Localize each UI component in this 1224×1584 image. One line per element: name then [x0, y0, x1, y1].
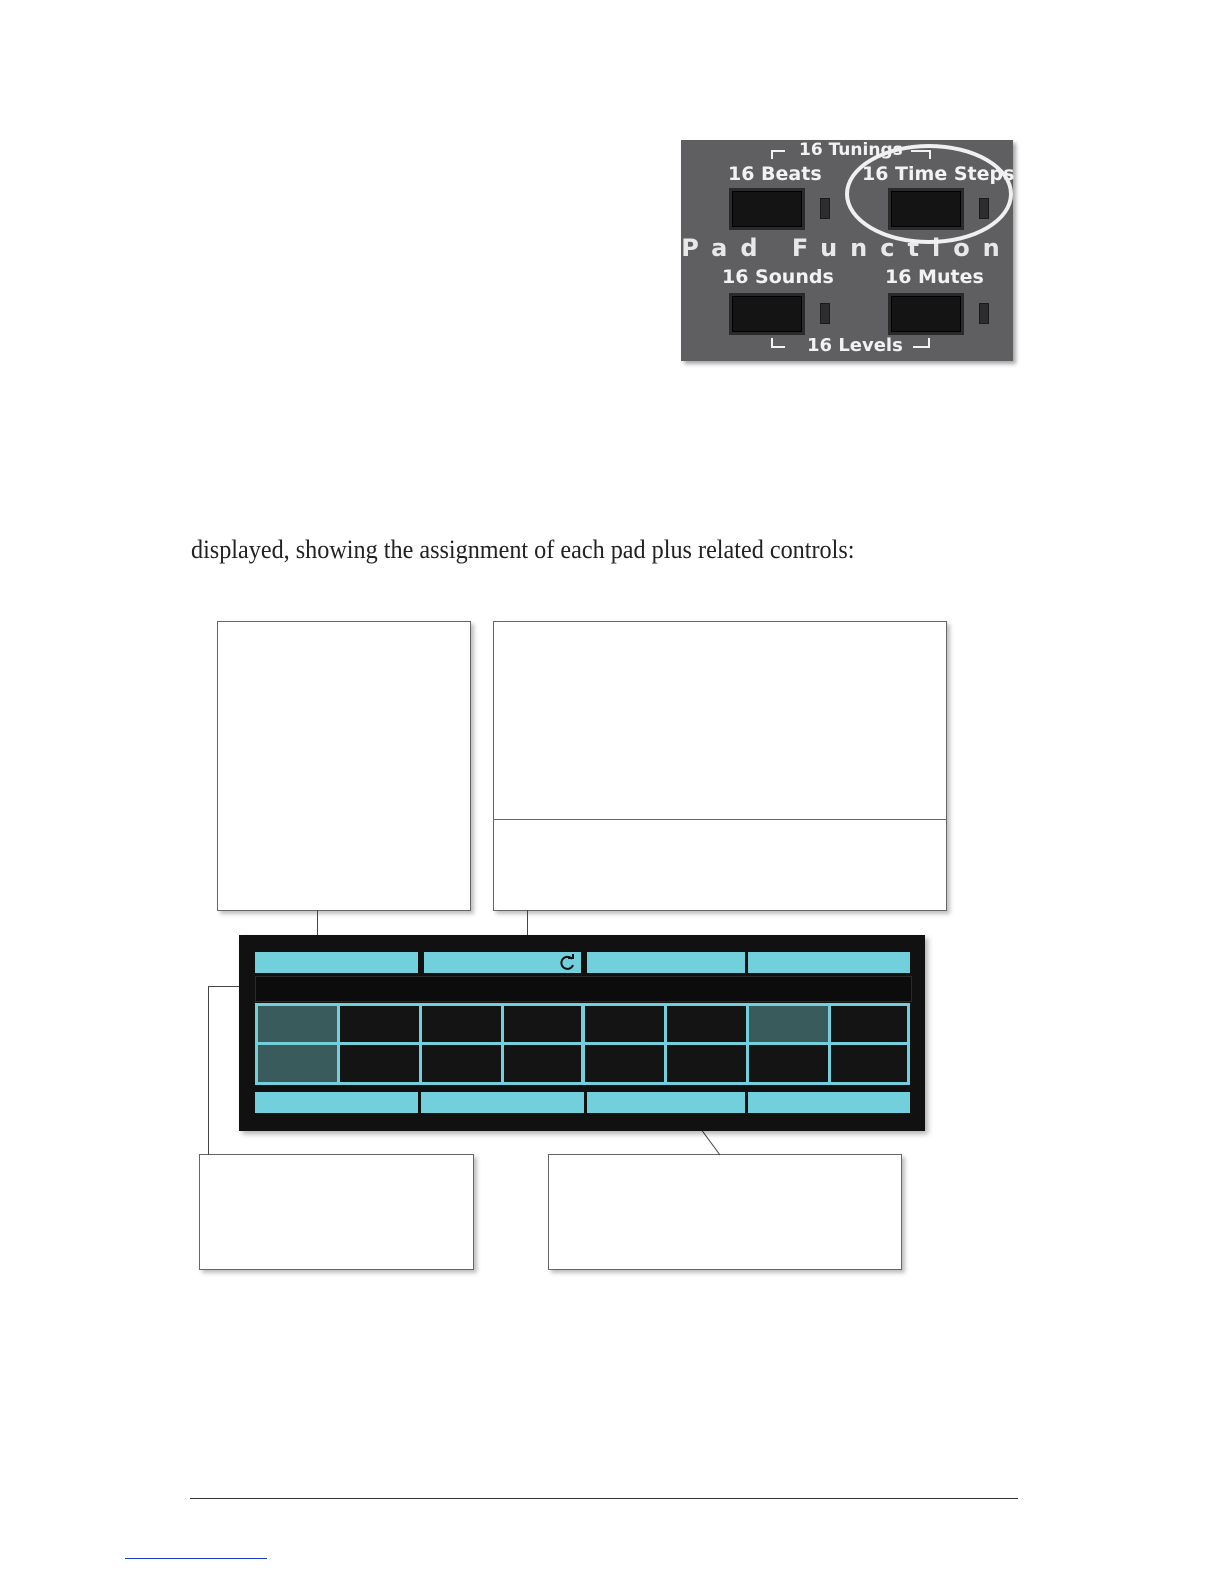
- body-paragraph: displayed, showing the assignment of each pad plus related controls:: [191, 535, 855, 564]
- top-segment-2[interactable]: [421, 952, 584, 973]
- footer-rule: [190, 1498, 1018, 1499]
- levels-label: 16 Levels: [807, 335, 903, 356]
- callout-top-left: [217, 621, 471, 911]
- grid-pad-3[interactable]: [422, 1006, 501, 1042]
- grid-pad-16[interactable]: [831, 1045, 907, 1082]
- callout-bottom-right: [548, 1154, 902, 1270]
- callout-top-right-divider: [494, 819, 946, 820]
- tunings-bracket-left-h: [771, 150, 785, 152]
- callout-top-right: [493, 621, 947, 911]
- leader-line-left-vertical: [208, 986, 209, 1155]
- top-segment-2-right-bracket: [581, 952, 584, 973]
- tunings-label: 16 Tunings: [799, 140, 903, 160]
- grid-pad-4[interactable]: [504, 1006, 581, 1042]
- beats-label: 16 Beats: [728, 163, 822, 185]
- grid-pad-7[interactable]: [749, 1006, 828, 1042]
- pad-function-title: Pad Function: [681, 234, 1013, 262]
- sounds-button[interactable]: [729, 293, 805, 335]
- bottom-segment-3[interactable]: [587, 1092, 745, 1113]
- footer-link-underline[interactable]: [125, 1558, 267, 1559]
- beats-led: [820, 198, 830, 219]
- pad-function-display: [239, 935, 925, 1131]
- sounds-led: [820, 303, 830, 324]
- top-segment-2-left-bracket: [421, 952, 424, 973]
- sounds-label: 16 Sounds: [722, 266, 834, 288]
- top-segment-3[interactable]: [587, 952, 745, 973]
- top-segment-1[interactable]: [255, 952, 418, 973]
- grid-pad-2[interactable]: [340, 1006, 419, 1042]
- bottom-segment-4[interactable]: [748, 1092, 910, 1113]
- grid-pad-11[interactable]: [422, 1045, 501, 1082]
- levels-bracket-right-h: [913, 346, 929, 348]
- grid-pad-12[interactable]: [504, 1045, 581, 1082]
- time-steps-label: 16 Time Steps: [862, 163, 1015, 185]
- bottom-segment-1[interactable]: [255, 1092, 418, 1113]
- beats-button[interactable]: [729, 188, 805, 230]
- grid-pad-9[interactable]: [258, 1045, 337, 1082]
- pad-grid: [255, 1003, 910, 1085]
- top-segment-4[interactable]: [748, 952, 910, 973]
- time-steps-highlight-circle: [845, 144, 1013, 244]
- grid-pad-6[interactable]: [667, 1006, 746, 1042]
- mutes-button[interactable]: [888, 293, 964, 335]
- callout-bottom-left: [199, 1154, 474, 1270]
- bottom-segment-2[interactable]: [421, 1092, 584, 1113]
- grid-pad-13[interactable]: [585, 1045, 664, 1082]
- grid-pad-10[interactable]: [340, 1045, 419, 1082]
- info-bar: [255, 976, 912, 1002]
- grid-pad-8[interactable]: [831, 1006, 907, 1042]
- grid-pad-15[interactable]: [749, 1045, 828, 1082]
- grid-pad-14[interactable]: [667, 1045, 746, 1082]
- grid-pad-1[interactable]: [258, 1006, 337, 1042]
- loop-arrow-icon: [559, 954, 577, 972]
- grid-pad-5[interactable]: [585, 1006, 664, 1042]
- mutes-label: 16 Mutes: [885, 266, 984, 288]
- levels-bracket-right: [928, 338, 930, 348]
- levels-bracket-left-h: [771, 346, 785, 348]
- mutes-led: [979, 303, 989, 324]
